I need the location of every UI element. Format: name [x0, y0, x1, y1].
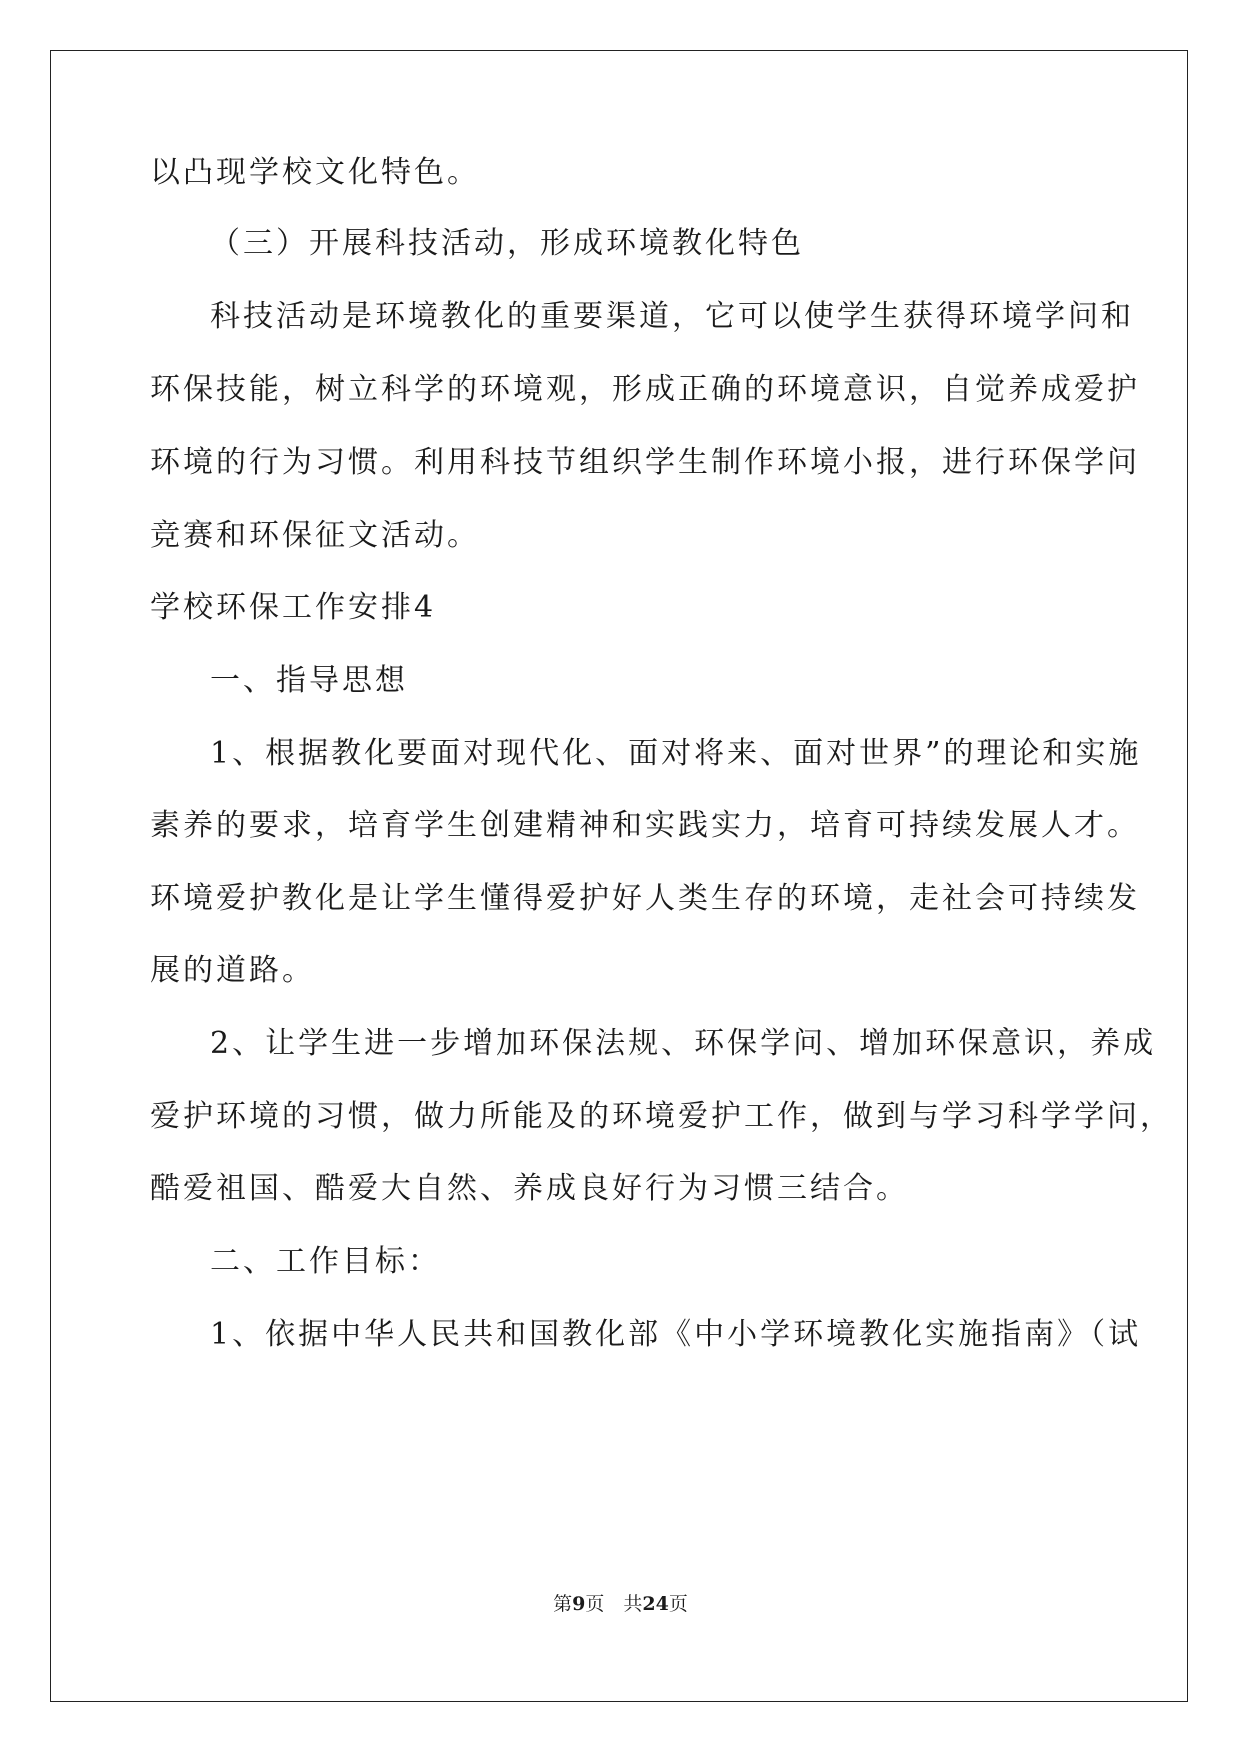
- section-heading: 二、工作目标：: [210, 1244, 441, 1279]
- paragraph-line: 环境的行为习惯。利用科技节组织学生制作环境小报，进行环保学问: [150, 445, 1140, 480]
- total-pages-number: 24: [642, 1593, 669, 1615]
- page-label-suffix: 页: [585, 1593, 605, 1615]
- paragraph-line: 竞赛和环保征文活动。: [150, 518, 480, 553]
- paragraph-line: 酷爱祖国、酷爱大自然、养成良好行为习惯三结合。: [150, 1171, 909, 1206]
- paragraph-line: 环保技能，树立科学的环境观，形成正确的环境意识，自觉养成爱护: [150, 372, 1140, 407]
- paragraph-line: 环境爱护教化是让学生懂得爱护好人类生存的环境，走社会可持续发: [150, 881, 1140, 916]
- section-heading: 一、指导思想: [210, 663, 408, 698]
- current-page-number: 9: [572, 1593, 586, 1615]
- section-heading: （三）开展科技活动，形成环境教化特色: [210, 226, 804, 261]
- paragraph-line: 素养的要求，培育学生创建精神和实践实力，培育可持续发展人才。: [150, 808, 1140, 843]
- paragraph-line: 爱护环境的习惯，做力所能及的环境爱护工作，做到与学习科学学问，: [150, 1099, 1173, 1134]
- total-label-prefix: 共: [623, 1593, 643, 1615]
- document-title: 学校环保工作安排4: [150, 590, 437, 625]
- page-footer: [0, 1592, 1241, 1616]
- paragraph-line: 1、根据教化要面对现代化、面对将来、面对世界”的理论和实施: [210, 736, 1142, 771]
- paragraph-line: 展的道路。: [150, 953, 315, 988]
- paragraph-line: 科技活动是环境教化的重要渠道，它可以使学生获得环境学问和: [210, 299, 1134, 334]
- total-label-suffix: 页: [668, 1593, 688, 1615]
- paragraph-line: 2、让学生进一步增加环保法规、环保学问、增加环保意识，养成: [210, 1026, 1157, 1061]
- page-label-prefix: 第: [553, 1593, 573, 1615]
- paragraph-line: 以凸现学校文化特色。: [150, 155, 480, 190]
- paragraph-line: 1、依据中华人民共和国教化部《中小学环境教化实施指南》（试: [210, 1317, 1142, 1352]
